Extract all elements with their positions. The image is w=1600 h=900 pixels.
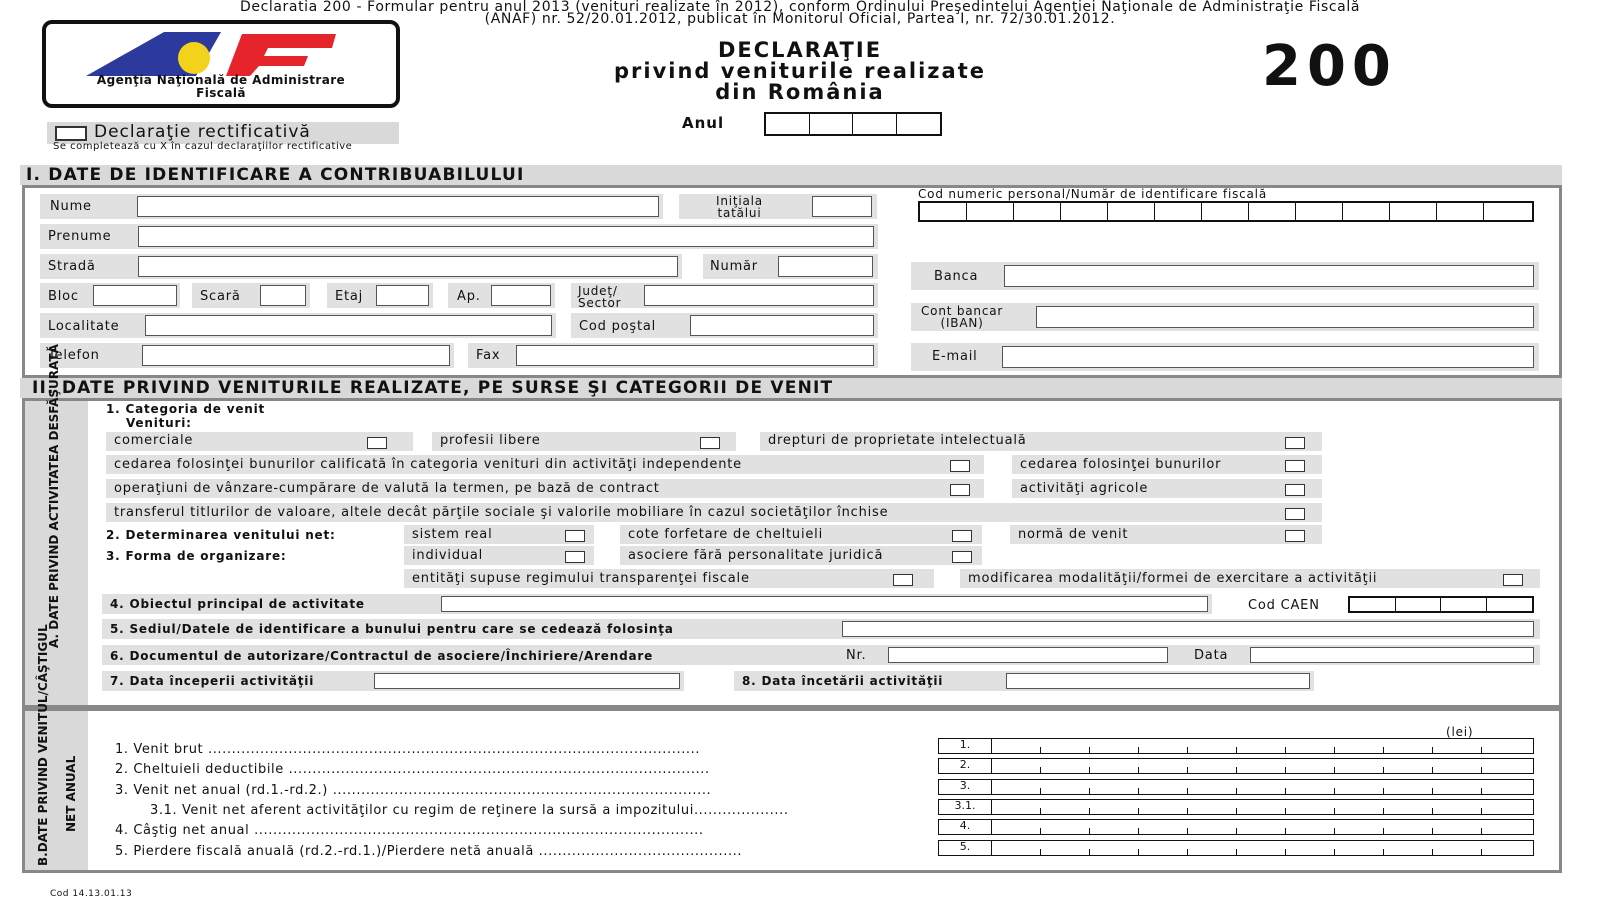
individual-label: individual — [412, 548, 484, 563]
sistem-real-label: sistem real — [412, 527, 493, 542]
bloc-input[interactable] — [93, 285, 177, 306]
anaf-logo — [42, 20, 400, 108]
obiectul-label: 4. Obiectul principal de activitate — [110, 597, 365, 611]
anul-label: Anul — [682, 114, 725, 132]
digit-tick — [1334, 849, 1335, 855]
digit-tick — [1481, 788, 1482, 794]
digit-tick — [1481, 767, 1482, 773]
etaj-input[interactable] — [376, 285, 429, 306]
forma-label: 3. Forma de organizare: — [106, 549, 287, 563]
asociere-checkbox[interactable] — [952, 551, 972, 563]
localitate-label: Localitate — [48, 319, 120, 334]
prenume-label: Prenume — [48, 229, 112, 244]
comerciale-label: comerciale — [114, 433, 194, 448]
row-1-num: 1. — [938, 738, 992, 754]
digit-tick — [1285, 808, 1286, 814]
digit-tick — [1285, 767, 1286, 773]
entitati-checkbox[interactable] — [893, 574, 913, 586]
digit-tick — [1334, 747, 1335, 753]
digit-tick — [1236, 788, 1237, 794]
rectificativa-checkbox[interactable] — [55, 126, 87, 141]
digit-tick — [1236, 828, 1237, 834]
norma-label: normă de venit — [1018, 527, 1129, 542]
digit-tick — [1334, 788, 1335, 794]
row-3-1-label: 3.1. Venit net aferent activităţilor cu regim de reţinere la sursă a impozitului.................... — [150, 803, 789, 818]
digit-tick — [1383, 849, 1384, 855]
telefon-input[interactable] — [142, 345, 450, 366]
nume-label: Nume — [50, 199, 92, 214]
row-5-label: 5. Pierdere fiscală anuală (rd.2.-rd.1.)/Pierdere netă anuală ........................................... — [115, 844, 743, 859]
digit-tick — [1383, 747, 1384, 753]
row-3-1-value[interactable] — [992, 799, 1534, 815]
header-line-2: (ANAF) nr. 52/20.01.2012, publicat în Monitorul Oficial, Partea I, nr. 72/30.01.2012. — [484, 11, 1116, 27]
footer-code: Cod 14.13.01.13 — [50, 889, 133, 899]
data-incetarii-label: 8. Data încetării activităţii — [742, 674, 944, 688]
digit-tick — [1138, 808, 1139, 814]
lei-label: (lei) — [1446, 725, 1474, 739]
side-b-label-1: B.DATE PRIVIND VENITUL/CÂŞTIGUL — [36, 624, 50, 866]
numar-input[interactable] — [778, 256, 873, 277]
row-2-value[interactable] — [992, 758, 1534, 774]
initiala-label — [716, 195, 763, 219]
iban-label-2: (IBAN) — [940, 316, 984, 330]
sediul-label: 5. Sediul/Datele de identificare a bunului pentru care se cedează folosinţa — [110, 622, 674, 636]
drepturi-checkbox[interactable] — [1285, 437, 1305, 449]
strada-label: Stradă — [48, 259, 96, 274]
digit-tick — [1089, 788, 1090, 794]
iban-label — [921, 305, 1003, 329]
digit-tick — [1187, 808, 1188, 814]
row-3-1-num: 3.1. — [938, 799, 992, 815]
caen-input[interactable] — [1348, 596, 1534, 613]
entitati-label: entităţi supuse regimului transparenţei fiscale — [412, 571, 750, 586]
digit-tick — [1138, 828, 1139, 834]
transferul-label: transferul titlurilor de valoare, altele decât părţile sociale şi valorile mobiliare în cazul societăţilor închise — [114, 505, 889, 520]
row-3-num: 3. — [938, 779, 992, 795]
cedarea-checkbox[interactable] — [1285, 460, 1305, 472]
data-input[interactable] — [1250, 647, 1534, 663]
data-label: Data — [1194, 648, 1229, 663]
caen-label: Cod CAEN — [1248, 598, 1320, 613]
section-1-title: I. DATE DE IDENTIFICARE A CONTRIBUABILULUI — [20, 165, 1562, 185]
digit-tick — [1432, 788, 1433, 794]
title-line-3: din România — [715, 80, 885, 104]
data-inceperii-label: 7. Data începerii activităţii — [110, 674, 315, 688]
numar-label: Număr — [710, 259, 758, 274]
documentul-label: 6. Documentul de autorizare/Contractul de asociere/Închiriere/Arendare — [110, 649, 654, 663]
digit-tick — [1187, 828, 1188, 834]
cote-label: cote forfetare de cheltuieli — [628, 527, 823, 542]
digit-tick — [1236, 808, 1237, 814]
scara-label: Scară — [200, 289, 241, 304]
row-4-value[interactable] — [992, 819, 1534, 835]
initiala-label-2: tatălui — [717, 206, 762, 220]
nume-input[interactable] — [137, 196, 659, 217]
digit-tick — [1187, 849, 1188, 855]
digit-tick — [1040, 788, 1041, 794]
digit-tick — [1138, 767, 1139, 773]
anul-input[interactable] — [764, 112, 942, 136]
side-a-label: A. DATE PRIVIND ACTIVITATEA DESFĂŞURATĂ — [47, 344, 61, 648]
form-number: 200 — [1262, 34, 1397, 99]
digit-tick — [1138, 747, 1139, 753]
digit-tick — [1481, 828, 1482, 834]
section-2-title: II. DATE PRIVIND VENITURILE REALIZATE, PE SURSE ŞI CATEGORII DE VENIT — [20, 378, 1562, 398]
digit-tick — [1383, 767, 1384, 773]
digit-tick — [1383, 828, 1384, 834]
modificarea-checkbox[interactable] — [1503, 574, 1523, 586]
title-line-2: privind veniturile realizate — [614, 59, 986, 83]
rectificativa-note: Se completează cu X în cazul declaraţiilor rectificative — [53, 141, 353, 152]
side-b — [25, 711, 88, 870]
judet-label-1: Judeţ/ — [578, 284, 618, 298]
digit-tick — [1089, 767, 1090, 773]
digit-tick — [1285, 849, 1286, 855]
header-line-1: Declaratia 200 - Formular pentru anul 2013 (venituri realizate în 2012), conform Ordinului Preşedintelui Agenţiei Naţionale de Administraţie Fiscală — [239, 0, 1361, 15]
operatiuni-label: operaţiuni de vânzare-cumpărare de valută la termen, pe bază de contract — [114, 481, 660, 496]
row-3-label: 3. Venit net anual (rd.1.-rd.2.) ................................................................................ — [115, 783, 712, 798]
modificarea-label: modificarea modalităţii/formei de exercitare a activităţii — [968, 571, 1378, 586]
categoria-label: 1. Categoria de venit — [106, 402, 266, 416]
row-5-num: 5. — [938, 840, 992, 856]
row-3-value[interactable] — [992, 779, 1534, 795]
asociere-label: asociere fără personalitate juridică — [628, 548, 884, 563]
logo-text-line-2: Fiscală — [196, 86, 246, 100]
initiala-input[interactable] — [812, 196, 872, 217]
nr-label: Nr. — [846, 648, 867, 663]
initiala-label-1: Iniţiala — [716, 194, 763, 208]
venituri-label: Venituri: — [126, 416, 192, 430]
fax-label: Fax — [476, 348, 501, 363]
digit-tick — [1481, 808, 1482, 814]
digit-tick — [1089, 808, 1090, 814]
digit-tick — [1089, 828, 1090, 834]
judet-label — [578, 285, 621, 309]
digit-tick — [1236, 747, 1237, 753]
digit-tick — [1089, 849, 1090, 855]
side-b-label-2: NET ANUAL — [64, 755, 78, 832]
data-inceperii-input[interactable] — [374, 673, 680, 689]
row-2-num: 2. — [938, 758, 992, 774]
fax-input[interactable] — [516, 345, 874, 366]
email-label: E-mail — [932, 349, 978, 364]
row-1-value[interactable] — [992, 738, 1534, 754]
digit-tick — [1334, 767, 1335, 773]
digit-tick — [1432, 767, 1433, 773]
email-input[interactable] — [1002, 346, 1534, 368]
digit-tick — [1040, 747, 1041, 753]
digit-tick — [1285, 747, 1286, 753]
digit-tick — [1432, 747, 1433, 753]
cod-postal-label: Cod poştal — [579, 319, 657, 334]
iban-label-1: Cont bancar — [921, 304, 1004, 318]
nr-input[interactable] — [888, 647, 1168, 663]
row-2-label: 2. Cheltuieli deductibile ......................................................................................... — [115, 762, 710, 777]
digit-tick — [1432, 828, 1433, 834]
transferul-checkbox[interactable] — [1285, 508, 1305, 520]
digit-tick — [1285, 788, 1286, 794]
obiectul-input[interactable] — [441, 596, 1208, 612]
row-4-num: 4. — [938, 819, 992, 835]
banca-label: Banca — [934, 269, 979, 284]
profesii-checkbox[interactable] — [700, 437, 720, 449]
banca-input[interactable] — [1004, 265, 1534, 287]
sediul-input[interactable] — [842, 621, 1534, 637]
digit-tick — [1187, 767, 1188, 773]
digit-tick — [1383, 788, 1384, 794]
digit-tick — [1481, 849, 1482, 855]
individual-checkbox[interactable] — [565, 551, 585, 563]
operatiuni-checkbox[interactable] — [950, 484, 970, 496]
digit-tick — [1040, 828, 1041, 834]
ap-label: Ap. — [457, 289, 481, 304]
agricole-checkbox[interactable] — [1285, 484, 1305, 496]
digit-tick — [1432, 808, 1433, 814]
iban-input[interactable] — [1036, 306, 1534, 328]
cnp-input[interactable] — [918, 201, 1534, 222]
anaf-emblem-icon — [46, 26, 396, 76]
strada-input[interactable] — [138, 256, 678, 277]
cedarea-label: cedarea folosinţei bunurilor — [1020, 457, 1222, 472]
comerciale-checkbox[interactable] — [367, 437, 387, 449]
norma-checkbox[interactable] — [1285, 530, 1305, 542]
digit-tick — [1236, 849, 1237, 855]
data-incetarii-input[interactable] — [1006, 673, 1310, 689]
rectificativa-label: Declaraţie rectificativă — [94, 122, 311, 142]
cedarea-cat-checkbox[interactable] — [950, 460, 970, 472]
digit-tick — [1040, 849, 1041, 855]
row-5-value[interactable] — [992, 840, 1534, 856]
digit-tick — [1187, 747, 1188, 753]
determinarea-label: 2. Determinarea venitului net: — [106, 528, 336, 542]
digit-tick — [1383, 808, 1384, 814]
bloc-label: Bloc — [48, 289, 79, 304]
cote-checkbox[interactable] — [952, 530, 972, 542]
title-line-1: DECLARAŢIE — [717, 38, 883, 62]
digit-tick — [1432, 849, 1433, 855]
digit-tick — [1285, 828, 1286, 834]
judet-label-2: Sector — [578, 296, 622, 310]
digit-tick — [1089, 747, 1090, 753]
scara-input[interactable] — [260, 285, 306, 306]
drepturi-label: drepturi de proprietate intelectuală — [768, 433, 1027, 448]
digit-tick — [1334, 828, 1335, 834]
cod-postal-input[interactable] — [690, 315, 874, 336]
cnp-label: Cod numeric personal/Număr de identificare fiscală — [918, 187, 1267, 201]
digit-tick — [1138, 849, 1139, 855]
prenume-input[interactable] — [138, 226, 874, 247]
telefon-label: Telefon — [48, 348, 100, 363]
sistem-real-checkbox[interactable] — [565, 530, 585, 542]
digit-tick — [1040, 767, 1041, 773]
digit-tick — [1138, 788, 1139, 794]
logo-text-line-1: Agenţia Naţională de Administrare — [96, 73, 346, 87]
cedarea-cat-label: cedarea folosinţei bunurilor calificată în categoria venituri din activităţi independente — [114, 457, 742, 472]
digit-tick — [1187, 788, 1188, 794]
localitate-input[interactable] — [145, 315, 552, 336]
digit-tick — [1334, 808, 1335, 814]
etaj-label: Etaj — [335, 289, 364, 304]
digit-tick — [1236, 767, 1237, 773]
digit-tick — [1481, 747, 1482, 753]
ap-input[interactable] — [491, 285, 551, 306]
agricole-label: activităţi agricole — [1020, 481, 1149, 496]
row-4-label: 4. Câştig net anual ............................................................................................... — [115, 823, 704, 838]
profesii-label: profesii libere — [440, 433, 541, 448]
row-1-label: 1. Venit brut ........................................................................................................ — [115, 742, 701, 757]
digit-tick — [1040, 808, 1041, 814]
judet-input[interactable] — [644, 285, 874, 306]
